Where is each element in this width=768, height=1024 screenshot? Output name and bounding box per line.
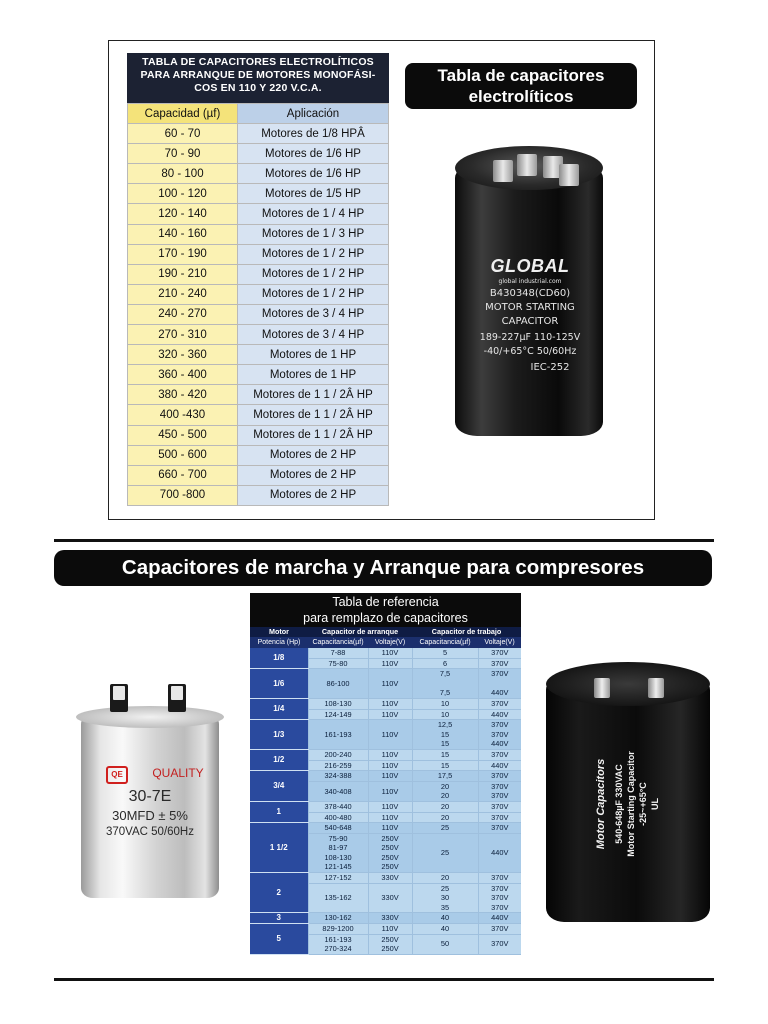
- start-voltage-cell: 110V: [368, 823, 412, 834]
- table-row: [128, 164, 389, 184]
- motor-power-cell: 3/4: [250, 771, 308, 802]
- run-capacitance-cell: 25: [412, 823, 478, 834]
- run-voltage-cell: 370V: [478, 698, 521, 709]
- header-voltage: Voltaje(V): [368, 637, 412, 648]
- run-capacitance-cell: 20: [412, 873, 478, 884]
- application-cell: Motores de 1/6 HP: [238, 164, 389, 184]
- capacity-cell: 400 -430: [128, 405, 238, 425]
- motor-power-cell: 2: [250, 873, 308, 913]
- table-row: [128, 204, 389, 224]
- table-row: [128, 465, 389, 485]
- application-cell: Motores de 1 / 2 HP: [238, 264, 389, 284]
- terminal: [648, 678, 664, 698]
- start-capacitance-cell: 124-149: [308, 709, 368, 720]
- table-row: [250, 771, 521, 782]
- start-capacitance-cell: 86-100: [308, 669, 368, 699]
- capacitor-model: 30-7E: [128, 788, 172, 805]
- capacitor-line: Motor Starting Capacitor: [626, 751, 636, 857]
- start-voltage-cell: 110V: [368, 771, 412, 782]
- run-voltage-cell: 440V: [478, 913, 521, 924]
- start-voltage-cell: 110V: [368, 658, 412, 669]
- table-row: [128, 445, 389, 465]
- run-voltage-cell: 370V: [478, 823, 521, 834]
- application-cell: Motores de 1 / 2 HP: [238, 284, 389, 304]
- header-motor: Motor: [250, 627, 308, 637]
- run-voltage-cell: 370V 370V 370V: [478, 883, 521, 913]
- run-capacitance-cell: 50: [412, 934, 478, 954]
- run-capacitance-cell: 12,5 15 15: [412, 720, 478, 750]
- reference-title-line: Tabla de referencia: [332, 595, 439, 609]
- run-capacitor-image: [76, 684, 224, 900]
- start-capacitance-cell: 130-162: [308, 913, 368, 924]
- run-voltage-cell: 370V: [478, 934, 521, 954]
- run-capacitance-cell: 17,5: [412, 771, 478, 782]
- capacity-cell: 120 - 140: [128, 204, 238, 224]
- capacitor-vertical-label: [595, 751, 661, 857]
- table-row: [250, 913, 521, 924]
- reference-table-title: [250, 593, 521, 627]
- application-cell: Motores de 1 HP: [238, 365, 389, 385]
- table-row: [250, 801, 521, 812]
- run-capacitance-cell: 15: [412, 749, 478, 760]
- capacitor-line: Motor Capacitors: [595, 758, 607, 850]
- application-cell: Motores de 1 / 2 HP: [238, 244, 389, 264]
- run-capacitance-cell: 25: [412, 833, 478, 872]
- capacitor-rating: 30MFD ± 5%: [112, 808, 188, 823]
- capacitor-site: global industrial.com: [498, 278, 562, 285]
- table-row: [128, 425, 389, 445]
- start-capacitance-cell: 200-240: [308, 749, 368, 760]
- start-capacitance-cell: 400-480: [308, 812, 368, 823]
- table-row: [250, 648, 521, 658]
- run-voltage-cell: 370V: [478, 658, 521, 669]
- table-header-line: TABLA DE CAPACITORES ELECTROLÍTICOS: [142, 56, 374, 68]
- reference-title-line: para remplazo de capacitores: [303, 610, 468, 625]
- start-voltage-cell: 330V: [368, 883, 412, 913]
- capacitor-body: [81, 714, 219, 898]
- replacement-table: [250, 627, 521, 955]
- capacity-cell: 660 - 700: [128, 465, 238, 485]
- run-capacitance-cell: 6: [412, 658, 478, 669]
- run-capacitance-cell: 20: [412, 812, 478, 823]
- start-capacitance-cell: 75-90 81-97 108-130 121-145: [308, 833, 368, 872]
- start-voltage-cell: 110V: [368, 698, 412, 709]
- divider: [54, 539, 714, 542]
- run-voltage-cell: 440V: [478, 709, 521, 720]
- run-voltage-cell: 370V: [478, 648, 521, 658]
- brand-logo: QE: [106, 766, 128, 784]
- capacity-cell: 100 - 120: [128, 184, 238, 204]
- capacitor-model: B430348(CD60): [489, 288, 571, 299]
- capacitor-line: MOTOR STARTING: [485, 302, 575, 313]
- run-voltage-cell: 370V 440V: [478, 669, 521, 699]
- capacitor-line: CAPACITOR: [501, 316, 559, 327]
- run-voltage-cell: 370V 370V 440V: [478, 720, 521, 750]
- motor-power-cell: 3: [250, 913, 308, 924]
- run-voltage-cell: 440V: [478, 760, 521, 771]
- start-capacitance-cell: 161-193: [308, 720, 368, 750]
- capacitor-brand: GLOBAL: [490, 256, 570, 276]
- terminal: [594, 678, 610, 698]
- table-row: [128, 224, 389, 244]
- table-row: [128, 124, 389, 144]
- motor-power-cell: 1/6: [250, 669, 308, 699]
- capacity-cell: 210 - 240: [128, 284, 238, 304]
- column-header-capacity: Capacidad (µf): [128, 104, 238, 124]
- motor-power-cell: 1: [250, 801, 308, 822]
- motor-power-cell: 1/2: [250, 749, 308, 770]
- replacement-reference-table: [250, 627, 521, 956]
- table-row: [128, 405, 389, 425]
- start-voltage-cell: 110V: [368, 669, 412, 699]
- table-row: [250, 873, 521, 884]
- run-capacitance-cell: 40: [412, 913, 478, 924]
- capacity-cell: 240 - 270: [128, 304, 238, 324]
- capacitor-top: [76, 706, 224, 728]
- table-row: [250, 720, 521, 750]
- capacity-cell: 140 - 160: [128, 224, 238, 244]
- application-cell: Motores de 3 / 4 HP: [238, 325, 389, 345]
- application-cell: Motores de 1 / 3 HP: [238, 224, 389, 244]
- run-voltage-cell: 370V: [478, 924, 521, 935]
- header-run-capacitor: Capacitor de trabajo: [412, 627, 521, 637]
- application-cell: Motores de 3 / 4 HP: [238, 304, 389, 324]
- run-voltage-cell: 370V: [478, 771, 521, 782]
- table-row: [128, 385, 389, 405]
- motor-starting-capacitor-image: [546, 662, 710, 924]
- start-capacitance-cell: 378-440: [308, 801, 368, 812]
- start-voltage-cell: 110V: [368, 812, 412, 823]
- table-body: [128, 124, 389, 506]
- run-voltage-cell: 370V: [478, 812, 521, 823]
- table-header-line: COS EN 110 Y 220 V.C.A.: [194, 82, 322, 94]
- motor-power-cell: 1/4: [250, 698, 308, 719]
- start-voltage-cell: 250V 250V: [368, 934, 412, 954]
- capacity-cell: 170 - 190: [128, 244, 238, 264]
- application-cell: Motores de 2 HP: [238, 485, 389, 505]
- start-voltage-cell: 110V: [368, 720, 412, 750]
- start-capacitance-cell: 135-162: [308, 883, 368, 913]
- start-capacitance-cell: 829-1200: [308, 924, 368, 935]
- table-row: [128, 184, 389, 204]
- capacity-cell: 60 - 70: [128, 124, 238, 144]
- divider: [54, 978, 714, 981]
- section-title-line: electrolíticos: [468, 87, 574, 106]
- terminal: [559, 164, 579, 186]
- motor-power-cell: 1 1/2: [250, 823, 308, 873]
- table-row: [128, 244, 389, 264]
- capacitor-brand: QUALITY: [152, 766, 204, 780]
- start-capacitance-cell: 161-193 270-324: [308, 934, 368, 954]
- application-cell: Motores de 2 HP: [238, 445, 389, 465]
- start-voltage-cell: 110V: [368, 801, 412, 812]
- capacity-cell: 450 - 500: [128, 425, 238, 445]
- application-cell: Motores de 1/6 HP: [238, 144, 389, 164]
- capacity-cell: 270 - 310: [128, 325, 238, 345]
- run-capacitance-cell: 25 30 35: [412, 883, 478, 913]
- capacitor-voltage: 370VAC 50/60Hz: [105, 826, 194, 838]
- run-voltage-cell: 370V: [478, 749, 521, 760]
- section-title-line: Tabla de capacitores: [437, 66, 605, 85]
- application-cell: Motores de 1 HP: [238, 345, 389, 365]
- header-start-capacitor: Capacitor de arranque: [308, 627, 412, 637]
- capacity-cell: 190 - 210: [128, 264, 238, 284]
- start-capacitance-cell: 540-648: [308, 823, 368, 834]
- table-row: [128, 264, 389, 284]
- table-row: [250, 749, 521, 760]
- application-cell: Motores de 1 1 / 2Â HP: [238, 405, 389, 425]
- table-row: [250, 924, 521, 935]
- run-voltage-cell: 440V: [478, 833, 521, 872]
- run-capacitance-cell: 10: [412, 698, 478, 709]
- section-title: [405, 63, 637, 109]
- run-capacitance-cell: 5: [412, 648, 478, 658]
- start-voltage-cell: 110V: [368, 924, 412, 935]
- replacement-table-body: [250, 648, 521, 954]
- capacitor-line: 189-227µF 110-125V: [479, 332, 581, 343]
- table-row: [250, 698, 521, 709]
- table-row: [250, 669, 521, 699]
- application-cell: Motores de 1 / 4 HP: [238, 204, 389, 224]
- table-row: [128, 304, 389, 324]
- application-cell: Motores de 1/8 HPÂ: [238, 124, 389, 144]
- capacity-cell: 500 - 600: [128, 445, 238, 465]
- start-voltage-cell: 110V: [368, 781, 412, 801]
- header-capacitance: Capacitancia(µf): [412, 637, 478, 648]
- start-capacitance-cell: 324-388: [308, 771, 368, 782]
- motor-power-cell: 1/3: [250, 720, 308, 750]
- application-cell: Motores de 2 HP: [238, 465, 389, 485]
- run-capacitance-cell: 40: [412, 924, 478, 935]
- start-capacitance-cell: 340-408: [308, 781, 368, 801]
- start-voltage-cell: 330V: [368, 873, 412, 884]
- start-capacitance-cell: 108-130: [308, 698, 368, 709]
- column-header-application: Aplicación: [238, 104, 389, 124]
- application-cell: Motores de 1/5 HP: [238, 184, 389, 204]
- application-cell: Motores de 1 1 / 2Â HP: [238, 385, 389, 405]
- table-row: [128, 284, 389, 304]
- run-capacitance-cell: 20 20: [412, 781, 478, 801]
- capacitor-top: [546, 662, 710, 706]
- header-capacitance: Capacitancia(µf): [308, 637, 368, 648]
- capacity-cell: 360 - 400: [128, 365, 238, 385]
- start-voltage-cell: 110V: [368, 749, 412, 760]
- run-capacitance-cell: 7,5 7,5: [412, 669, 478, 699]
- table-row: [250, 823, 521, 834]
- capacity-cell: 320 - 360: [128, 345, 238, 365]
- header-power: Potencia (Hp): [250, 637, 308, 648]
- start-voltage-cell: 250V 250V 250V 250V: [368, 833, 412, 872]
- starting-capacitor-image: [455, 146, 603, 444]
- run-capacitance-cell: 20: [412, 801, 478, 812]
- table-row: [128, 485, 389, 505]
- capacity-cell: 70 - 90: [128, 144, 238, 164]
- capacitor-line: -40/+65°C 50/60Hz: [483, 346, 577, 357]
- motor-power-cell: 5: [250, 924, 308, 955]
- terminal: [168, 684, 186, 712]
- table-header: [127, 53, 389, 103]
- capacity-cell: 380 - 420: [128, 385, 238, 405]
- start-capacitance-cell: 75-80: [308, 658, 368, 669]
- header-voltage: Voltaje(V): [478, 637, 521, 648]
- table-row: [128, 144, 389, 164]
- capacitor-body: [455, 164, 603, 436]
- capacity-cell: 80 - 100: [128, 164, 238, 184]
- terminal: [517, 154, 537, 176]
- start-voltage-cell: 110V: [368, 760, 412, 771]
- capacitor-line: -25~+65°C: [638, 782, 648, 826]
- start-voltage-cell: 110V: [368, 709, 412, 720]
- start-voltage-cell: 110V: [368, 648, 412, 658]
- terminal: [493, 160, 513, 182]
- run-voltage-cell: 370V: [478, 873, 521, 884]
- run-voltage-cell: 370V 370V: [478, 781, 521, 801]
- run-voltage-cell: 370V: [478, 801, 521, 812]
- table-row: [128, 325, 389, 345]
- application-cell: Motores de 1 1 / 2Â HP: [238, 425, 389, 445]
- terminal: [110, 684, 128, 712]
- electrolytic-capacitor-panel: [108, 40, 655, 520]
- start-capacitance-cell: 127-152: [308, 873, 368, 884]
- capacitor-line: IEC-252: [530, 362, 570, 373]
- start-voltage-cell: 330V: [368, 913, 412, 924]
- capacitor-application-table: [127, 103, 389, 506]
- capacity-cell: 700 -800: [128, 485, 238, 505]
- start-capacitance-cell: 7-88: [308, 648, 368, 658]
- run-capacitance-cell: 10: [412, 709, 478, 720]
- ul-mark: UL: [650, 798, 660, 811]
- compressor-banner: Capacitores de marcha y Arranque para compresores: [54, 550, 712, 586]
- start-capacitance-cell: 216-259: [308, 760, 368, 771]
- motor-power-cell: 1/8: [250, 648, 308, 669]
- table-row: [128, 365, 389, 385]
- run-capacitance-cell: 15: [412, 760, 478, 771]
- table-row: [128, 345, 389, 365]
- table-header-line: PARA ARRANQUE DE MOTORES MONOFÁSI-: [140, 69, 376, 81]
- capacitor-line: 540-648µF 330VAC: [614, 764, 624, 844]
